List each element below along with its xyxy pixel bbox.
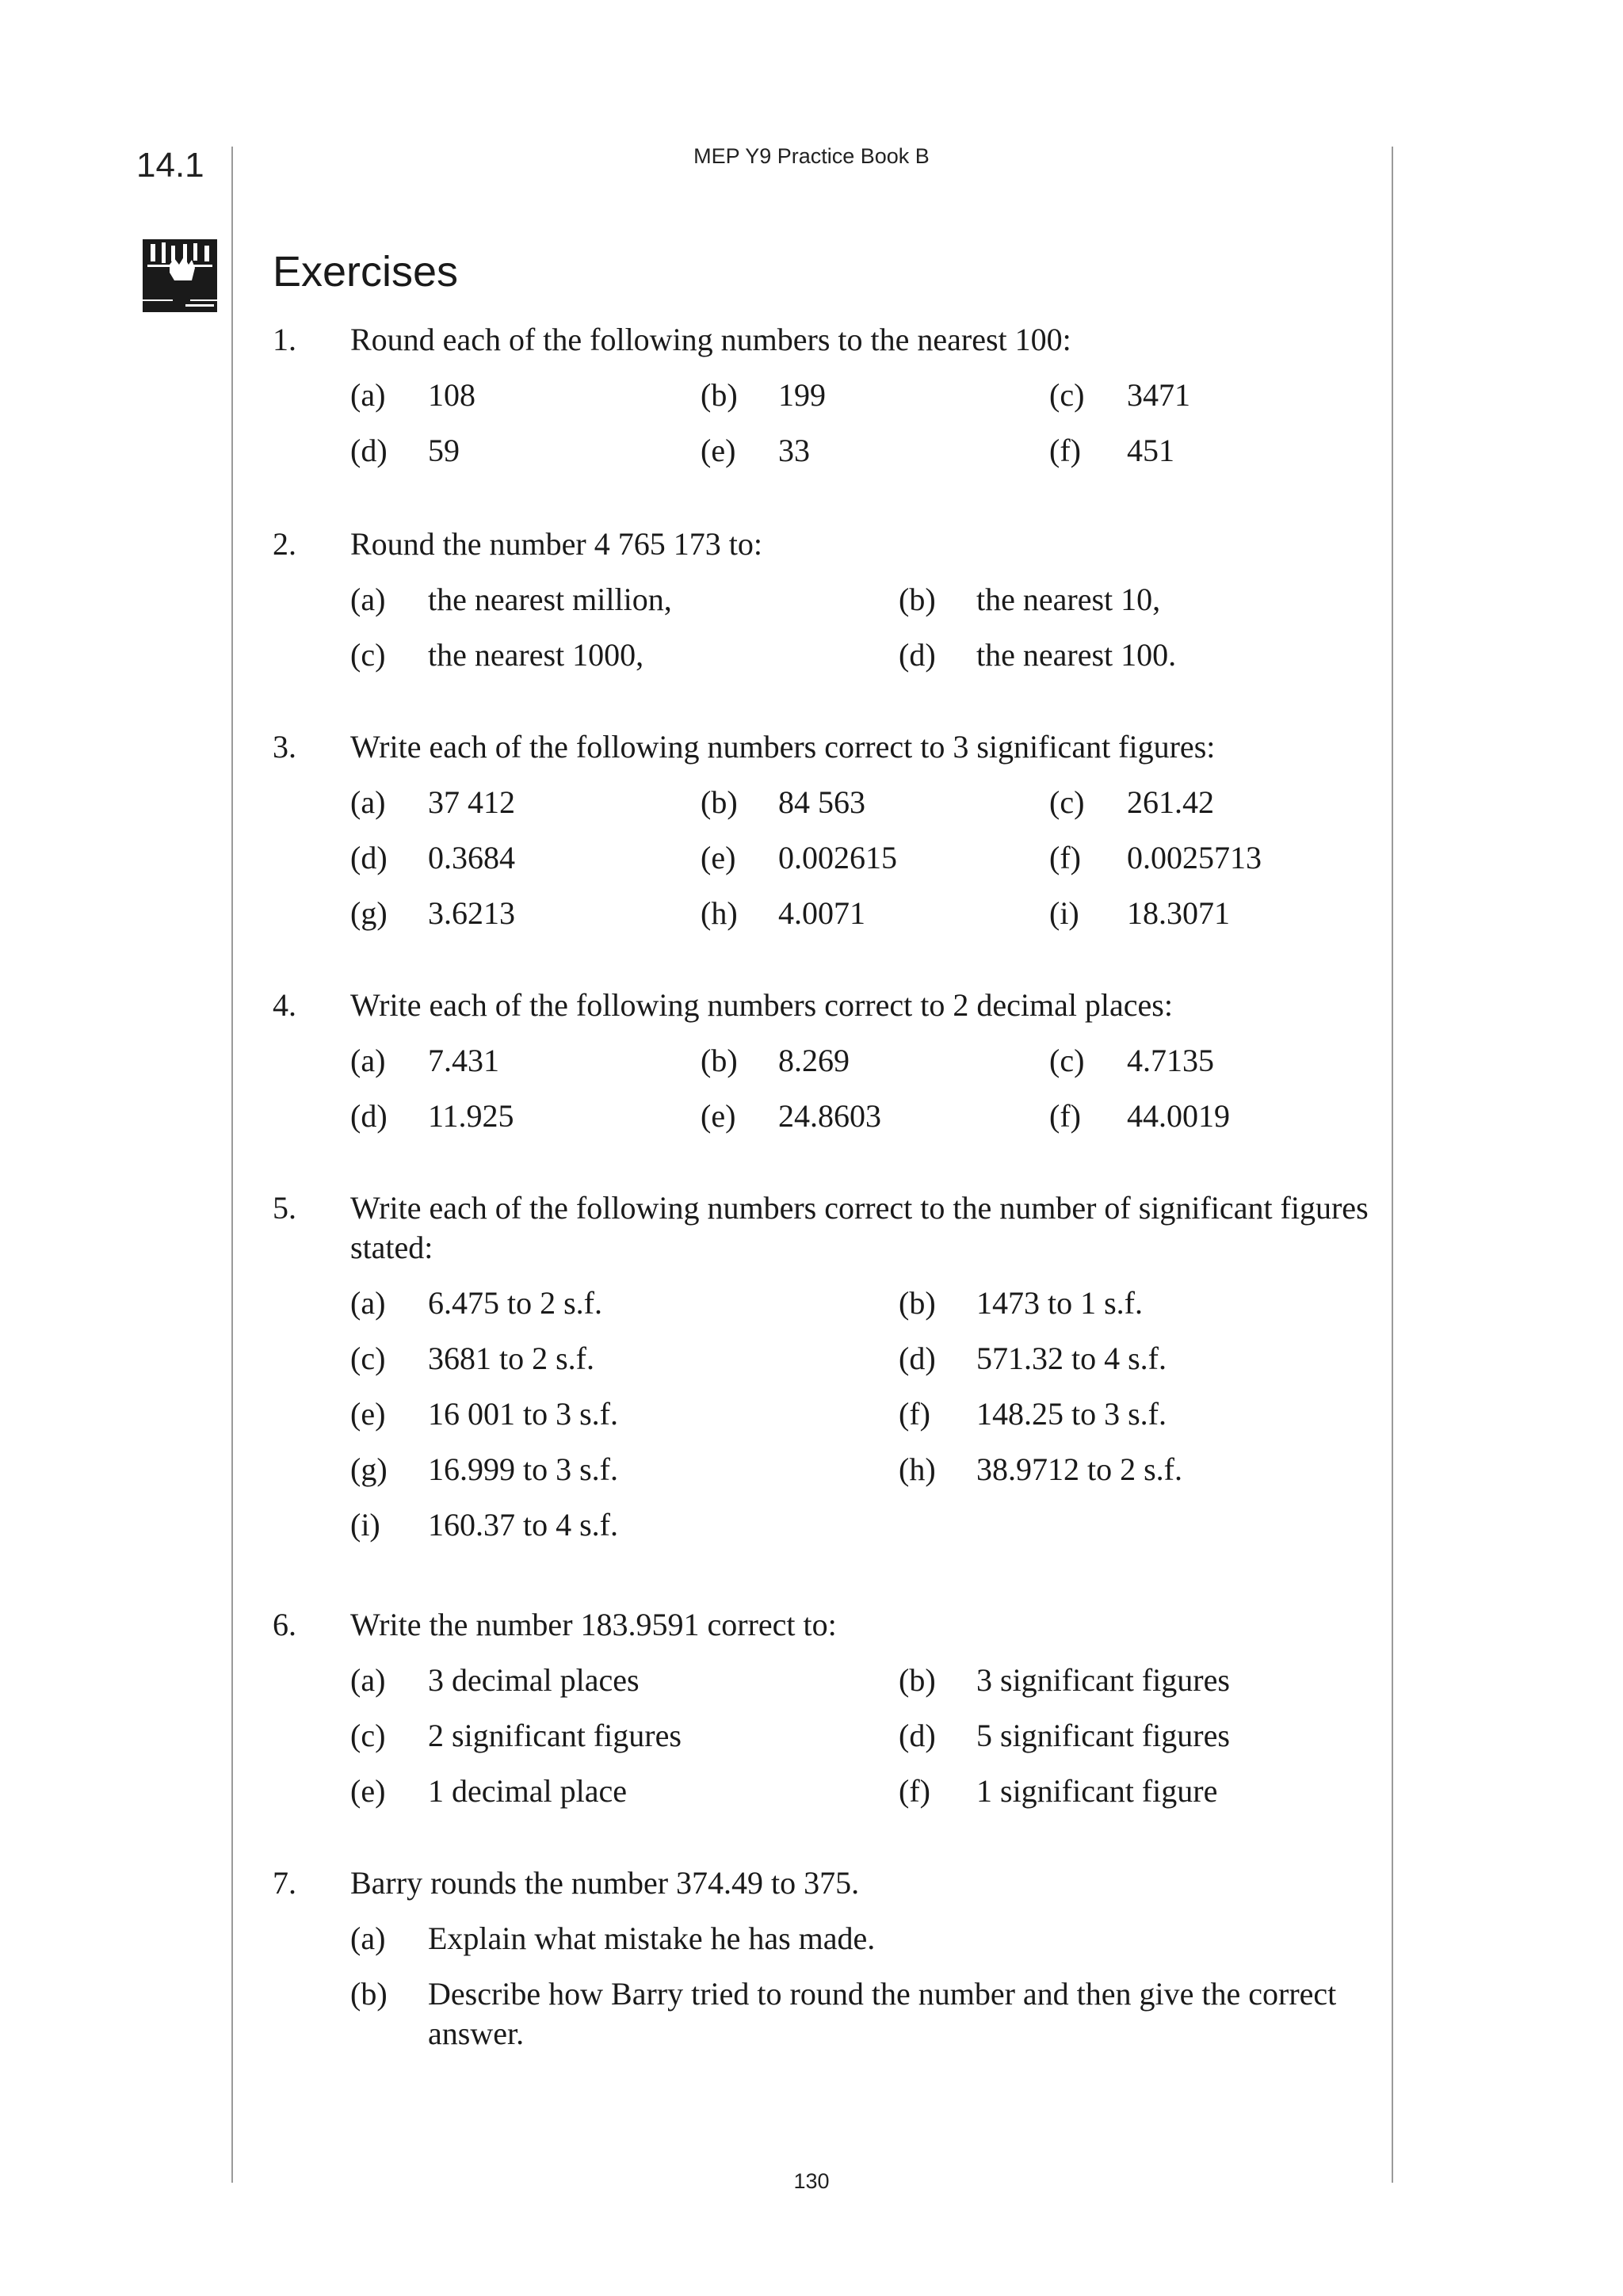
part-value: 199 — [778, 377, 826, 413]
part-label: (c) — [1049, 377, 1085, 413]
question-text: Round each of the following numbers to the nearest 100: — [350, 322, 1071, 357]
part-value: 571.32 to 4 s.f. — [976, 1341, 1167, 1376]
part-label: (i) — [350, 1507, 380, 1543]
question-number: 1. — [273, 322, 296, 357]
part-label: (d) — [899, 637, 936, 673]
part-value: the nearest 10, — [976, 582, 1161, 617]
part-value: 84 563 — [778, 784, 865, 820]
part-value: 1 decimal place — [428, 1773, 627, 1809]
part-value: 3471 — [1127, 377, 1190, 413]
part-value: 24.8603 — [778, 1098, 881, 1134]
question-text: Write each of the following numbers correct to the number of significant figures stated: — [350, 1190, 1369, 1265]
part-label: (b) — [899, 1285, 936, 1321]
part-value: 3 significant figures — [976, 1662, 1230, 1698]
book-title: MEP Y9 Practice Book B — [693, 144, 930, 168]
part-label: (a) — [350, 784, 386, 820]
part-label: (f) — [899, 1773, 930, 1809]
part-value: 3681 to 2 s.f. — [428, 1341, 594, 1376]
part-label: (e) — [701, 840, 736, 875]
part-value: 1473 to 1 s.f. — [976, 1285, 1143, 1321]
part-label: (g) — [350, 895, 388, 931]
part-label: (d) — [350, 840, 388, 875]
part-value: 4.0071 — [778, 895, 865, 931]
question-text: Barry rounds the number 374.49 to 375. — [350, 1865, 860, 1901]
part-value: 18.3071 — [1127, 895, 1230, 931]
part-label: (b) — [350, 1976, 388, 2012]
question-number: 6. — [273, 1607, 296, 1642]
part-value: the nearest 100. — [976, 637, 1177, 673]
part-value: 38.9712 to 2 s.f. — [976, 1451, 1182, 1487]
part-value: 0.002615 — [778, 840, 897, 875]
question-number: 7. — [273, 1865, 296, 1901]
part-value: the nearest million, — [428, 582, 672, 617]
part-label: (f) — [899, 1396, 930, 1432]
part-value: the nearest 1000, — [428, 637, 644, 673]
part-label: (c) — [1049, 784, 1085, 820]
part-label: (i) — [1049, 895, 1079, 931]
part-value: 2 significant figures — [428, 1718, 682, 1753]
part-label: (h) — [899, 1451, 936, 1487]
part-label: (a) — [350, 1920, 386, 1956]
part-value: 11.925 — [428, 1098, 514, 1134]
part-value: 37 412 — [428, 784, 515, 820]
part-value: 108 — [428, 377, 475, 413]
question-text: Write the number 183.9591 correct to: — [350, 1607, 837, 1642]
page-number: 130 — [793, 2169, 830, 2193]
question-number: 4. — [273, 987, 296, 1023]
part-label: (c) — [350, 1718, 386, 1753]
part-value: 0.3684 — [428, 840, 515, 875]
left-margin-rule — [231, 147, 233, 2183]
part-label: (h) — [701, 895, 738, 931]
part-value: 59 — [428, 433, 460, 468]
part-label: (c) — [350, 1341, 386, 1376]
part-value: 8.269 — [778, 1043, 850, 1078]
part-label: (a) — [350, 1285, 386, 1321]
part-label: (c) — [1049, 1043, 1085, 1078]
right-margin-rule — [1392, 147, 1393, 2183]
part-label: (f) — [1049, 1098, 1081, 1134]
part-label: (b) — [899, 582, 936, 617]
part-label: (d) — [350, 433, 388, 468]
question-number: 5. — [273, 1190, 296, 1226]
part-value: 16 001 to 3 s.f. — [428, 1396, 618, 1432]
part-value: 5 significant figures — [976, 1718, 1230, 1753]
part-label: (f) — [1049, 433, 1081, 468]
part-value: 261.42 — [1127, 784, 1214, 820]
part-value: 16.999 to 3 s.f. — [428, 1451, 618, 1487]
question-text: Write each of the following numbers correct to 3 significant figures: — [350, 729, 1216, 765]
part-label: (a) — [350, 582, 386, 617]
part-value: 33 — [778, 433, 810, 468]
part-value: 44.0019 — [1127, 1098, 1230, 1134]
part-value: 148.25 to 3 s.f. — [976, 1396, 1167, 1432]
part-value: 0.0025713 — [1127, 840, 1262, 875]
section-number: 14.1 — [136, 146, 204, 185]
part-value: 3.6213 — [428, 895, 515, 931]
part-label: (e) — [701, 1098, 736, 1134]
part-label: (a) — [350, 377, 386, 413]
hand-writing-icon — [139, 236, 220, 315]
part-label: (e) — [350, 1773, 386, 1809]
part-label: (b) — [701, 377, 738, 413]
part-label: (f) — [1049, 840, 1081, 875]
part-label: (d) — [899, 1718, 936, 1753]
part-label: (d) — [899, 1341, 936, 1376]
question-number: 3. — [273, 729, 296, 765]
part-label: (a) — [350, 1662, 386, 1698]
part-label: (e) — [701, 433, 736, 468]
question-number: 2. — [273, 526, 296, 562]
part-label: (a) — [350, 1043, 386, 1078]
part-value: 160.37 to 4 s.f. — [428, 1507, 618, 1543]
part-label: (d) — [350, 1098, 388, 1134]
question-text: Write each of the following numbers correct to 2 decimal places: — [350, 987, 1173, 1023]
part-value: 4.7135 — [1127, 1043, 1214, 1078]
part-value: Explain what mistake he has made. — [428, 1920, 876, 1956]
part-label: (e) — [350, 1396, 386, 1432]
part-value: 6.475 to 2 s.f. — [428, 1285, 602, 1321]
part-label: (b) — [899, 1662, 936, 1698]
part-value: 451 — [1127, 433, 1174, 468]
part-label: (c) — [350, 637, 386, 673]
part-value: 7.431 — [428, 1043, 499, 1078]
part-label: (b) — [701, 784, 738, 820]
question-text: Round the number 4 765 173 to: — [350, 526, 762, 562]
part-label: (g) — [350, 1451, 388, 1487]
exercises-heading: Exercises — [273, 248, 459, 296]
part-value: 1 significant figure — [976, 1773, 1218, 1809]
part-value: Describe how Barry tried to round the number and then give the correct answer. — [428, 1976, 1337, 2051]
part-value: 3 decimal places — [428, 1662, 640, 1698]
part-label: (b) — [701, 1043, 738, 1078]
